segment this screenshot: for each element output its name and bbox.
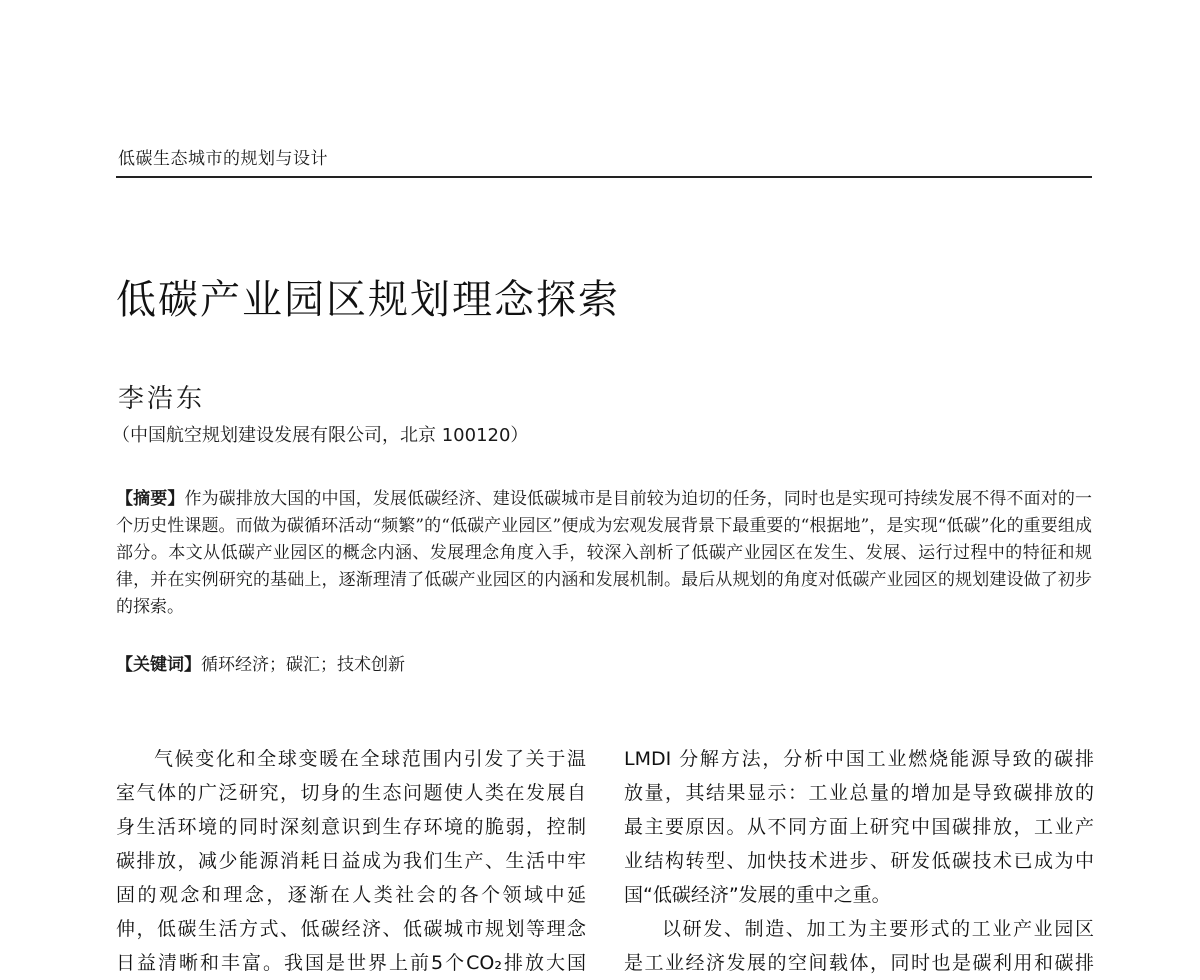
- body-line: 国“低碳经济”发展的重中之重。: [624, 884, 891, 906]
- body-line: 是工业经济发展的空间载体，同时也是碳利用和碳排: [624, 952, 1094, 974]
- keywords: [116, 650, 405, 675]
- author-name: 李浩东: [118, 384, 206, 414]
- abstract: [116, 486, 1092, 621]
- body-line: 气候变化和全球变暖在全球范围内引发了关于温: [154, 748, 586, 770]
- body-line: 伸，低碳生活方式、低碳经济、低碳城市规划等理念: [116, 918, 586, 940]
- running-header: 低碳生态城市的规划与设计: [118, 149, 328, 169]
- body-line: 固的观念和理念，逐渐在人类社会的各个领域中延: [116, 884, 586, 906]
- keywords-text: 循环经济；碳汇；技术创新: [201, 655, 405, 675]
- body-line: 以研发、制造、加工为主要形式的工业产业园区: [662, 918, 1094, 940]
- keywords-label: 【关键词】: [116, 655, 201, 675]
- body-line: 业结构转型、加快技术进步、研发低碳技术已成为中: [624, 850, 1094, 872]
- body-line: 放量，其结果显示：工业总量的增加是导致碳排放的: [624, 782, 1094, 804]
- body-line: 身生活环境的同时深刻意识到生存环境的脆弱，控制: [116, 816, 586, 838]
- body-column-right: [624, 742, 1094, 980]
- body-line: 室气体的广泛研究，切身的生态问题使人类在发展自: [116, 782, 586, 804]
- body-column-left: [116, 742, 586, 980]
- body-line: LMDI 分解方法，分析中国工业燃烧能源导致的碳排: [624, 748, 1094, 770]
- body-line: 日益清晰和丰富。我国是世界上前5个CO₂排放大国: [116, 952, 586, 974]
- body-line: 最主要原因。从不同方面上研究中国碳排放，工业产: [624, 816, 1094, 838]
- abstract-text: 作为碳排放大国的中国，发展低碳经济、建设低碳城市是目前较为迫切的任务，同时也是实现可持续发展不得不面对的一个历史性课题。而做为碳循环活动“频繁”的“低碳产业园区”便成为宏观发展背景下最重要的“根据地”，是实现“低碳”化的重要组成部分。本文从低碳产业园区的概念内涵、发展理念角度入手，较深入剖析了低碳产业园区在发生、发展、运行过程中的特征和规律，并在实例研究的基础上，逐渐理清了低碳产业园区的内涵和发展机制。最后从规划的角度对低碳产业园区的规划建设做了初步的探索。: [116, 489, 1092, 617]
- article-title: 低碳产业园区规划理念探索: [116, 277, 620, 323]
- header-rule: [116, 176, 1092, 178]
- body-line: 碳排放，减少能源消耗日益成为我们生产、生活中牢: [116, 850, 586, 872]
- author-affiliation: （中国航空规划建设发展有限公司，北京 100120）: [112, 425, 529, 446]
- abstract-label: 【摘要】: [116, 489, 185, 509]
